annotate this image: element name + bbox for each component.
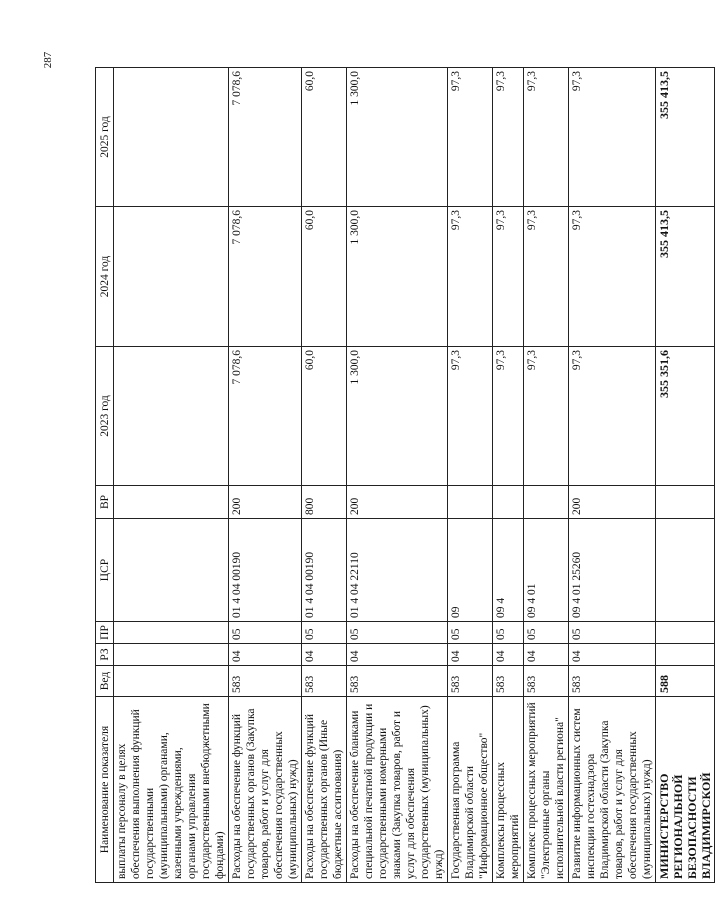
table-row	[229, 68, 302, 883]
cell-name: выплаты персоналу в целях обеспечения выполнения функций государственными (муниципальными) органами, казенными учреждениями, органами управления государственными внебюджетными фондами)	[114, 697, 229, 883]
cell-ved: 583	[524, 666, 569, 697]
cell-y2024: 7 078,6	[229, 207, 302, 347]
cell-ved: 583	[229, 666, 302, 697]
cell-rz: 04	[448, 644, 493, 666]
col-ved-header: Вед	[96, 666, 114, 697]
cell-y2025: 1 300,0	[347, 68, 448, 207]
table-row	[448, 68, 493, 883]
cell-y2025	[114, 68, 229, 207]
cell-name: Развитие информационных систем инспекции гостехнадзора Владимирской области (Закупка товаров, работ и услуг для обеспечения государственных (муниципальных) нужд)	[569, 697, 656, 883]
cell-csr: 01 4 04 00190	[302, 519, 347, 622]
col-name-header: Наименование показателя	[96, 697, 114, 883]
col-csr-header: ЦСР	[96, 519, 114, 622]
cell-pr: 05	[569, 622, 656, 644]
cell-y2025: 355 413,5	[656, 68, 715, 207]
cell-csr: 09 4	[493, 519, 524, 622]
table-row	[302, 68, 347, 883]
table-row	[656, 68, 715, 883]
cell-y2024: 97,3	[524, 207, 569, 347]
cell-y2025: 97,3	[448, 68, 493, 207]
table-row	[569, 68, 656, 883]
cell-y2023: 1 300,0	[347, 347, 448, 486]
cell-pr: 05	[302, 622, 347, 644]
cell-y2023: 97,3	[524, 347, 569, 486]
cell-csr: 01 4 04 00190	[229, 519, 302, 622]
cell-y2023: 355 351,6	[656, 347, 715, 486]
cell-y2023: 97,3	[493, 347, 524, 486]
cell-y2024: 60,0	[302, 207, 347, 347]
budget-table	[95, 67, 715, 883]
cell-pr: 05	[524, 622, 569, 644]
col-vr-header: ВР	[96, 486, 114, 519]
cell-csr: 09	[448, 519, 493, 622]
cell-name: Комплексы процессных мероприятий	[493, 697, 524, 883]
table-row	[493, 68, 524, 883]
cell-vr	[114, 486, 229, 519]
cell-rz: 04	[569, 644, 656, 666]
cell-rz: 04	[302, 644, 347, 666]
cell-name: МИНИСТЕРСТВО РЕГИОНАЛЬНОЙ БЕЗОПАСНОСТИ ВЛАДИМИРСКОЙ	[656, 697, 715, 883]
col-2024-header: 2024 год	[96, 207, 114, 347]
table-body	[114, 68, 715, 883]
cell-rz	[114, 644, 229, 666]
cell-pr	[656, 622, 715, 644]
cell-pr	[114, 622, 229, 644]
cell-pr: 05	[229, 622, 302, 644]
table-row	[347, 68, 448, 883]
cell-ved: 588	[656, 666, 715, 697]
cell-ved: 583	[448, 666, 493, 697]
col-rz-header: РЗ	[96, 644, 114, 666]
cell-pr: 05	[347, 622, 448, 644]
cell-y2023	[114, 347, 229, 486]
cell-vr	[493, 486, 524, 519]
cell-ved: 583	[569, 666, 656, 697]
cell-name: Расходы на обеспечение функций государственных органов (Закупка товаров, работ и услуг для обеспечения государственных (муниципальных) нужд)	[229, 697, 302, 883]
cell-y2024: 97,3	[569, 207, 656, 347]
cell-vr: 200	[569, 486, 656, 519]
cell-y2024	[114, 207, 229, 347]
col-2023-header: 2023 год	[96, 347, 114, 486]
cell-y2023: 7 078,6	[229, 347, 302, 486]
cell-ved: 583	[493, 666, 524, 697]
cell-csr: 09 4 01	[524, 519, 569, 622]
cell-y2025: 7 078,6	[229, 68, 302, 207]
cell-rz	[656, 644, 715, 666]
page-number: 287	[42, 51, 54, 69]
cell-name: Расходы на обеспечение бланками специальной печатной продукции и государственными номерными знаками (Закупка товаров, работ и услуг для обеспечения государственных (муниципальных) нужд)	[347, 697, 448, 883]
table-row	[524, 68, 569, 883]
cell-ved: 583	[347, 666, 448, 697]
cell-rz: 04	[524, 644, 569, 666]
cell-y2025: 60,0	[302, 68, 347, 207]
table-row	[114, 68, 229, 883]
cell-pr: 05	[493, 622, 524, 644]
cell-y2023: 97,3	[569, 347, 656, 486]
cell-y2024: 355 413,5	[656, 207, 715, 347]
cell-vr	[656, 486, 715, 519]
col-pr-header: ПР	[96, 622, 114, 644]
cell-vr	[448, 486, 493, 519]
cell-pr: 05	[448, 622, 493, 644]
col-2025-header: 2025 год	[96, 68, 114, 207]
cell-csr: 01 4 04 22110	[347, 519, 448, 622]
cell-y2024: 97,3	[493, 207, 524, 347]
cell-csr	[656, 519, 715, 622]
cell-y2025: 97,3	[569, 68, 656, 207]
cell-ved	[114, 666, 229, 697]
header-row	[96, 68, 114, 883]
cell-csr	[114, 519, 229, 622]
cell-name: Комплекс процессных мероприятий "Электронные органы исполнительной власти региона"	[524, 697, 569, 883]
cell-name: Государственная программа Владимирской области "Информационное общество"	[448, 697, 493, 883]
cell-y2023: 60,0	[302, 347, 347, 486]
cell-y2024: 1 300,0	[347, 207, 448, 347]
cell-y2025: 97,3	[493, 68, 524, 207]
cell-rz: 04	[493, 644, 524, 666]
cell-vr: 200	[347, 486, 448, 519]
cell-vr: 200	[229, 486, 302, 519]
cell-rz: 04	[347, 644, 448, 666]
cell-vr	[524, 486, 569, 519]
cell-y2025: 97,3	[524, 68, 569, 207]
cell-csr: 09 4 01 25260	[569, 519, 656, 622]
cell-ved: 583	[302, 666, 347, 697]
rotated-page	[95, 68, 713, 883]
cell-vr: 800	[302, 486, 347, 519]
cell-y2023: 97,3	[448, 347, 493, 486]
cell-name: Расходы на обеспечение функций государственных органов (Иные бюджетные ассигнования)	[302, 697, 347, 883]
cell-y2024: 97,3	[448, 207, 493, 347]
cell-rz: 04	[229, 644, 302, 666]
